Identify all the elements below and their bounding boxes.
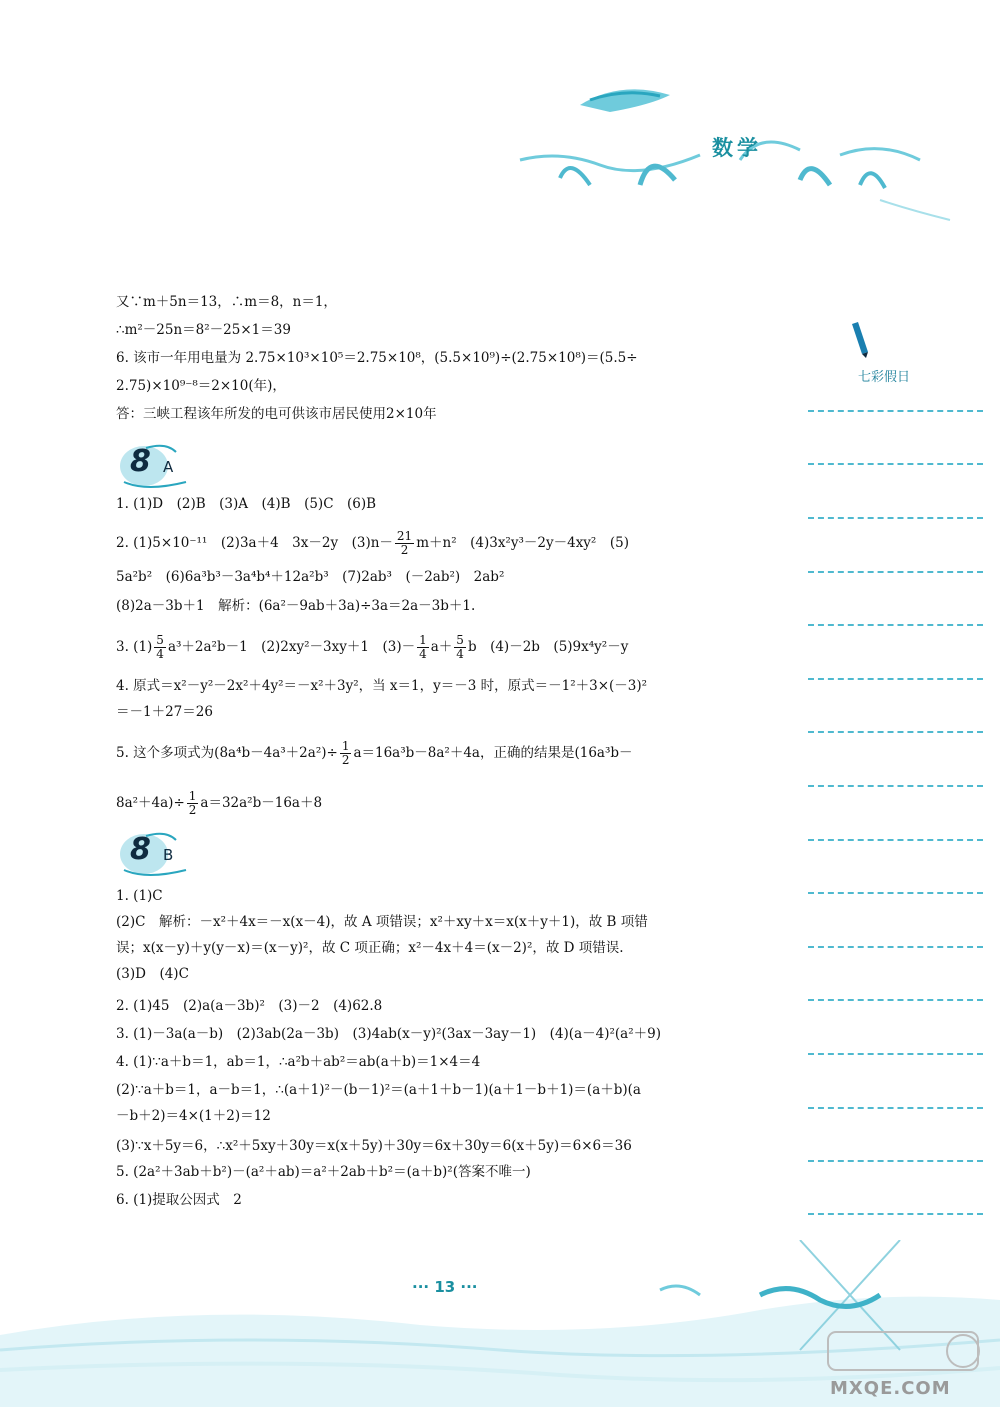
text-run: a＝32a²b－16a＋8 (200, 795, 323, 811)
text-line: 误；x(x－y)＋y(y－x)＝(x－y)²，故 C 项正确；x²－4x＋4＝(x－2)²，故 D 项错误. (116, 940, 624, 956)
section-badge-8a (116, 442, 196, 496)
text-line: 1. (1)C (116, 888, 163, 904)
denominator: 2 (341, 753, 350, 767)
text-run: a＋ (430, 639, 453, 655)
fraction (454, 634, 466, 661)
section-letter: B (163, 846, 174, 864)
note-line (808, 1160, 983, 1162)
text-run: a³＋2a²b－1 (2)2xy²－3xy＋1 (3)－ (167, 639, 416, 655)
text-line: ＝－1＋27＝26 (116, 704, 213, 720)
note-line (808, 892, 983, 894)
text-line: 2.75)×10⁹⁻⁸＝2×10(年)， (116, 378, 286, 394)
text-run: 2. (1)5×10⁻¹¹ (2)3a＋4 3x－2y (3)n－ (116, 535, 393, 551)
numerator: 5 (156, 633, 164, 647)
fraction (417, 634, 429, 661)
text-line: 4. (1)∵a＋b＝1，ab＝1，∴a²b＋ab²＝ab(a＋b)＝1×4＝4 (116, 1054, 481, 1070)
text-line: 1. (1)D (2)B (3)A (4)B (5)C (6)B (116, 496, 377, 512)
text-line: (3)D (4)C (116, 966, 189, 982)
denominator: 4 (456, 647, 464, 661)
note-line (808, 624, 983, 626)
note-line (808, 678, 983, 680)
text-run: m＋n² (4)3x²y³－2y－4xy² (5) (416, 535, 629, 551)
note-line (808, 410, 983, 412)
page-number: ··· 13 ··· (412, 1278, 478, 1296)
text-run: 5. 这个多项式为(8a⁴b－4a³＋2a²)÷ (116, 745, 338, 761)
text-line (116, 790, 322, 817)
text-line: 5a²b² (6)6a³b³－3a⁴b⁴＋12a²b³ (7)2ab³ (－2ab²) 2ab² (116, 569, 505, 585)
text-run: 8a²＋4a)÷ (116, 795, 185, 811)
text-line: 6. (1)提取公因式 2 (116, 1192, 242, 1208)
denominator: 4 (156, 647, 164, 661)
numerator: 21 (396, 529, 413, 543)
note-line (808, 1213, 983, 1215)
fraction (187, 790, 199, 817)
section-badge-8b (116, 830, 196, 884)
note-line (808, 785, 983, 787)
text-line: 4. 原式＝x²－y²－2x²＋4y²＝－x²＋3y²，当 x＝1，y＝－3 时，原式＝－1²＋3×(－3)² (116, 678, 648, 694)
header-subject-title: 数学 (712, 136, 762, 160)
numerator: 5 (456, 633, 464, 647)
text-line: 答：三峡工程该年所发的电可供该市居民使用2×10年 (116, 406, 437, 422)
note-line (808, 839, 983, 841)
section-number: 8 (130, 444, 151, 479)
text-line: (3)∵x＋5y＝6，∴x²＋5xy＋30y＝x(x＋5y)＋30y＝6x＋30y＝6(x＋5y)＝6×6＝36 (116, 1138, 632, 1154)
text-line: ∴m²－25n＝8²－25×1＝39 (116, 322, 291, 338)
fraction (395, 530, 414, 557)
text-run: a＝16a³b－8a²＋4a，正确的结果是(16a³b－ (353, 745, 633, 761)
note-line (808, 731, 983, 733)
numerator: 1 (419, 633, 427, 647)
sidebar-label: 七彩假日 (858, 370, 911, 385)
watermark-text: MXQE.COM (830, 1378, 951, 1399)
text-line: (2)C 解析：－x²＋4x＝－x(x－4)，故 A 项错误；x²＋xy＋x＝x(x＋y＋1)，故 B 项错 (116, 914, 648, 930)
numerator: 1 (188, 789, 197, 803)
text-line: －b＋2)＝4×(1＋2)＝12 (116, 1108, 271, 1124)
section-letter: A (163, 458, 174, 476)
denominator: 2 (188, 803, 197, 817)
fraction (154, 634, 166, 661)
note-line (808, 463, 983, 465)
text-run: 3. (1) (116, 639, 153, 655)
text-line: (2)∵a＋b＝1，a－b＝1，∴(a＋1)²－(b－1)²＝(a＋1＋b－1)(a＋1－b＋1)＝(a＋b)(a (116, 1082, 641, 1098)
badge-swirl-icon (116, 442, 196, 496)
text-line: 2. (1)45 (2)a(a－3b)² (3)－2 (4)62.8 (116, 998, 383, 1014)
text-line: 又∵m＋5n＝13，∴m＝8，n＝1， (116, 294, 337, 310)
denominator: 4 (419, 647, 427, 661)
text-run: b (4)－2b (5)9x⁴y²－y (467, 639, 629, 655)
text-line: 6. 该市一年用电量为 2.75×10³×10⁵＝2.75×10⁸，(5.5×10⁹)÷(2.75×10⁸)＝(5.5÷ (116, 350, 638, 366)
note-line (808, 571, 983, 573)
note-line (808, 1107, 983, 1109)
fraction (340, 740, 352, 767)
pen-icon (846, 320, 876, 360)
numerator: 1 (341, 739, 350, 753)
note-line (808, 517, 983, 519)
badge-swirl-icon (116, 830, 196, 884)
text-line: 3. (1)－3a(a－b) (2)3ab(2a－3b) (3)4ab(x－y)²(3ax－3ay－1) (4)(a－4)²(a²＋9) (116, 1026, 661, 1042)
note-line (808, 999, 983, 1001)
notes-lines (808, 395, 983, 1215)
section-number: 8 (130, 832, 151, 867)
text-line: 5. (2a²＋3ab＋b²)－(a²＋ab)＝a²＋2ab＋b²＝(a＋b)²(答案不唯一) (116, 1164, 531, 1180)
denominator: 2 (400, 543, 409, 557)
note-line (808, 946, 983, 948)
text-line (116, 740, 633, 767)
text-line: (8)2a－3b＋1 解析：(6a²－9ab＋3a)÷3a＝2a－3b＋1. (116, 598, 476, 614)
note-line (808, 1053, 983, 1055)
text-line (116, 530, 629, 557)
text-line (116, 634, 628, 661)
